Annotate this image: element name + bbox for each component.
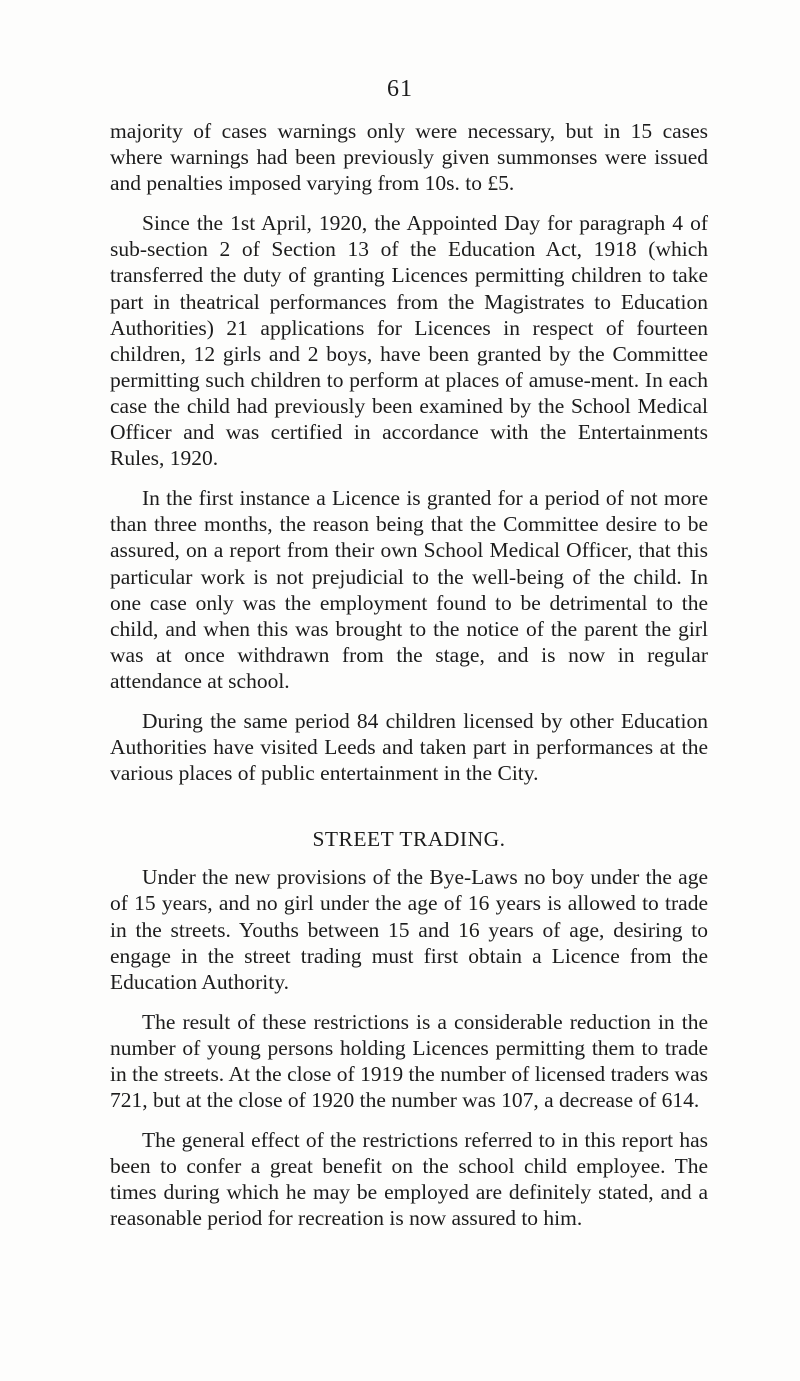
section-heading: STREET TRADING. [312,827,506,852]
body-text [110,118,708,1232]
paragraph-licences-granted: Since the 1st April, 1920, the Appointed Day for paragraph 4 of sub-section 2 of Section 13 of the Education Act, 1918 (which transferred the duty of granting Licences permitting children to take part in theatrical performances from the Magistrates to Education Authorities) 21 applications for Licences in respect of fourteen children, 12 girls and 2 boys, have been granted by the Committee permitting such children to perform at places of amuse-ment. In each case the child had previously been examined by the School Medical Officer and was certified in accordance with the Entertainments Rules, 1920. [110,211,708,471]
paragraph-bye-laws: Under the new provisions of the Bye-Laws no boy under the age of 15 years, and no girl under the age of 16 years is allowed to trade in the streets. Youths between 15 and 16 years of age, desiring to engage in the street trading must first obtain a Licence from the Education Authority. [110,865,708,994]
paragraph-licence-period: In the first instance a Licence is granted for a period of not more than three months, the reason being that the Committee desire to be assured, on a report from their own School Medical Officer, that this particular work is not prejudicial to the well-being of the child. In one case only was the employment found to be detrimental to the child, and when this was brought to the notice of the parent the girl was at once withdrawn from the stage, and is now in regular attendance at school. [110,486,708,693]
paragraph-continuation: majority of cases warnings only were necessary, but in 15 cases where warnings had been previously given summonses were issued and penalties imposed varying from 10s. to £5. [110,119,708,196]
paragraph-general-effect: The general effect of the restrictions referred to in this report has been to confer a great benefit on the school child employee. The times during which he may be employed are definitely stated, and a reasonable period for recreation is now assured to him. [110,1128,708,1231]
page-number: 61 [387,76,413,102]
paragraph-other-authorities: During the same period 84 children licensed by other Education Authorities have visited Leeds and taken part in performances at the various places of public entertainment in the City. [110,708,708,786]
paragraph-reduction: The result of these restrictions is a considerable reduction in the number of young persons holding Licences permitting them to trade in the streets. At the close of 1919 the number of licensed traders was 721, but at the close of 1920 the number was 107, a decrease of 614. [110,1009,708,1113]
